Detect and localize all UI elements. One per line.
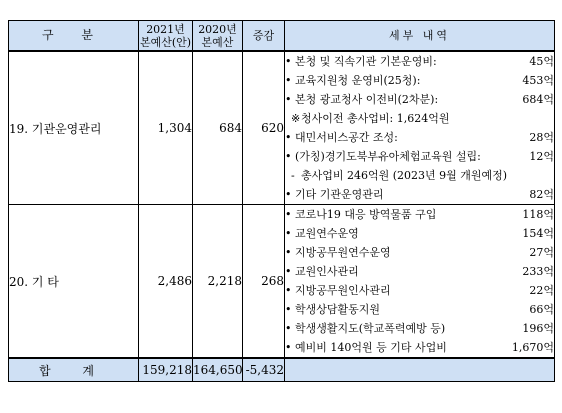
header-details: 세부 내역 [285, 21, 555, 52]
header-budget-2020 [193, 21, 243, 52]
detail-text: 학생생활지도(학교폭력예방 등) [295, 322, 446, 335]
row-change: 268 [243, 205, 285, 359]
detail-value: 1,670억 [511, 341, 554, 354]
detail-value: 12억 [529, 150, 554, 163]
detail-line [285, 262, 554, 281]
detail-line [285, 71, 554, 90]
table-row [9, 51, 555, 205]
total-label: 합 계 [9, 358, 139, 382]
dash-icon: - [291, 169, 295, 182]
detail-text: 기타 기관운영관리 [295, 188, 384, 201]
detail-text: 교육지원청 운영비(25청): [295, 74, 421, 87]
detail-value: 45억 [529, 55, 554, 68]
detail-line [285, 224, 554, 243]
detail-value: 66억 [529, 303, 554, 316]
bullet-icon: • [285, 322, 292, 335]
bullet-icon: • [285, 265, 292, 278]
bullet-icon: • [285, 303, 292, 316]
row-details [285, 51, 555, 205]
detail-text: 학생상담활동지원 [295, 303, 381, 316]
detail-line [285, 109, 554, 128]
detail-text: 예비비 140억원 등 기타 사업비 [295, 341, 447, 354]
table-row [9, 205, 555, 359]
bullet-icon: • [285, 74, 292, 87]
detail-text: 청사이전 총사업비: 1,624억원 [301, 112, 450, 125]
detail-value: 684억 [522, 93, 554, 106]
bullet-icon: • [285, 341, 292, 354]
row-category: 20. 기 타 [9, 205, 139, 359]
detail-text: 본청 및 직속기관 기본운영비: [295, 55, 437, 68]
bullet-icon: • [285, 246, 292, 259]
row-budget-2021: 2,486 [139, 205, 193, 359]
detail-text: 지방공무원연수운영 [295, 246, 391, 259]
bullet-icon: • [285, 188, 292, 201]
detail-line [285, 90, 554, 109]
detail-value: 28억 [529, 131, 554, 144]
detail-value: 453억 [522, 74, 554, 87]
bullet-icon: • [285, 150, 292, 163]
row-details [285, 205, 555, 359]
row-change: 620 [243, 51, 285, 205]
detail-value [550, 109, 554, 128]
header-category: 구 분 [9, 21, 139, 52]
detail-line [285, 147, 554, 166]
budget-table [8, 20, 555, 382]
bullet-icon: • [285, 284, 292, 297]
detail-text: 총사업비 246억원 (2023년 9월 개원예정) [301, 169, 508, 182]
detail-value: 196억 [522, 322, 554, 335]
detail-text: 대민서비스공간 조성: [295, 131, 398, 144]
detail-value: 22억 [529, 284, 554, 297]
header-change: 증감 [243, 21, 285, 52]
total-row [9, 358, 555, 382]
bullet-icon: • [285, 227, 292, 240]
header-budget-2020-text: 2020년 본예산 [198, 22, 237, 49]
total-budget-2021: 159,218 [139, 358, 193, 382]
total-change: -5,432 [243, 358, 285, 382]
detail-line [285, 300, 554, 319]
bullet-icon: • [285, 208, 292, 221]
detail-line [285, 128, 554, 147]
detail-line [285, 205, 554, 224]
detail-text: (가칭)경기도북부유아체험교육원 설립: [295, 150, 481, 163]
row-budget-2020: 2,218 [193, 205, 243, 359]
header-budget-2021-text: 2021년 본예산(안) [139, 22, 192, 49]
row-category: 19. 기관운영관리 [9, 51, 139, 205]
detail-text: 교원연수운영 [295, 227, 359, 240]
detail-text: 지방공무원인사관리 [295, 284, 391, 297]
detail-text: 본청 광교청사 이전비(2차분): [295, 93, 439, 106]
bullet-icon: • [285, 93, 292, 106]
bullet-icon: • [285, 55, 292, 68]
row-budget-2020: 684 [193, 51, 243, 205]
detail-value: 118억 [522, 208, 554, 221]
detail-text: 교원인사관리 [295, 265, 359, 278]
detail-line [285, 243, 554, 262]
total-details [285, 358, 555, 382]
detail-value: 27억 [529, 246, 554, 259]
detail-line [285, 166, 554, 185]
detail-line [285, 185, 554, 204]
detail-value: 154억 [522, 227, 554, 240]
header-row [9, 21, 555, 52]
detail-line [285, 319, 554, 338]
note-icon: ※ [291, 112, 301, 125]
detail-line [285, 338, 554, 357]
row-budget-2021: 1,304 [139, 51, 193, 205]
detail-value [550, 166, 554, 185]
detail-line [285, 281, 554, 300]
detail-line [285, 52, 554, 71]
detail-value: 233억 [522, 265, 554, 278]
detail-value: 82억 [529, 188, 554, 201]
total-budget-2020: 164,650 [193, 358, 243, 382]
header-budget-2021 [139, 21, 193, 52]
bullet-icon: • [285, 131, 292, 144]
detail-text: 코로나19 대응 방역물품 구입 [295, 208, 437, 221]
